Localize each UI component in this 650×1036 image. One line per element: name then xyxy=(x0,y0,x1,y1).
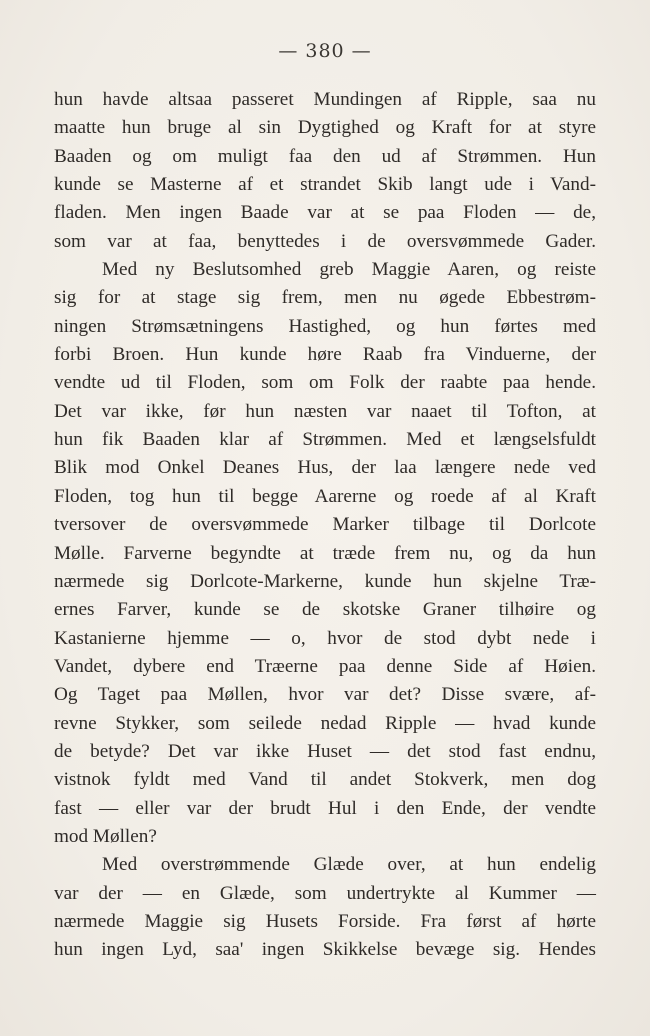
text-line: var der — en Glæde, som undertrykte al Kummer — xyxy=(54,882,596,904)
text-line: vendte ud til Floden, som om Folk der raabte paa hende. xyxy=(54,372,596,394)
text-line: revne Stykker, som seilede nedad Ripple — hvad kunde xyxy=(54,712,596,734)
text-line: sig for at stage sig frem, men nu øgede Ebbestrøm- xyxy=(54,287,596,309)
text-line: tversover de oversvømmede Marker tilbage til Dorlcote xyxy=(54,514,596,536)
text-line: ningen Strømsætningens Hastighed, og hun førtes med xyxy=(54,315,596,337)
text-line: kunde se Masterne af et strandet Skib langt ude i Vand- xyxy=(54,174,596,196)
text-line: Mølle. Farverne begyndte at træde frem nu, og da hun xyxy=(54,542,596,564)
text-line: Med overstrømmende Glæde over, at hun endelig xyxy=(102,854,596,876)
text-line: nærmede Maggie sig Husets Forside. Fra først af hørte xyxy=(54,910,596,932)
text-line: hun fik Baaden klar af Strømmen. Med et længselsfuldt xyxy=(54,429,596,451)
text-line: fladen. Men ingen Baade var at se paa Floden — de, xyxy=(54,202,596,224)
text-line: Det var ikke, før hun næsten var naaet til Tofton, at xyxy=(54,400,596,422)
text-line: ernes Farver, kunde se de skotske Graner tilhøire og xyxy=(54,599,596,621)
text-line: Og Taget paa Møllen, hvor var det? Disse svære, af- xyxy=(54,684,596,706)
text-line: Vandet, dybere end Træerne paa denne Side af Høien. xyxy=(54,655,596,677)
text-line: nærmede sig Dorlcote-Markerne, kunde hun skjelne Træ- xyxy=(54,570,596,592)
text-line: som var at faa, benyttedes i de oversvømmede Gader. xyxy=(54,230,596,252)
body-text xyxy=(54,86,596,965)
text-line: mod Møllen? xyxy=(54,825,157,847)
text-line: Baaden og om muligt faa den ud af Strømmen. Hun xyxy=(54,145,596,167)
text-line: Med ny Beslutsomhed greb Maggie Aaren, og reiste xyxy=(102,259,596,281)
text-line: forbi Broen. Hun kunde høre Raab fra Vinduerne, der xyxy=(54,344,596,366)
text-line: hun ingen Lyd, saa' ingen Skikkelse bevæge sig. Hendes xyxy=(54,939,596,961)
text-line: fast — eller var der brudt Hul i den Ende, der vendte xyxy=(54,797,596,819)
text-line: Floden, tog hun til begge Aarerne og roede af al Kraft xyxy=(54,485,596,507)
text-line: maatte hun bruge al sin Dygtighed og Kraft for at styre xyxy=(54,117,596,139)
text-line: de betyde? Det var ikke Huset — det stod fast endnu, xyxy=(54,740,596,762)
page-number: — 380 — xyxy=(278,40,372,62)
text-line: Blik mod Onkel Deanes Hus, der laa længere nede ved xyxy=(54,457,596,479)
text-line: hun havde altsaa passeret Mundingen af Ripple, saa nu xyxy=(54,89,596,110)
text-line: Kastanierne hjemme — o, hvor de stod dybt nede i xyxy=(54,627,596,649)
text-line: vistnok fyldt med Vand til andet Stokverk, men dog xyxy=(54,769,596,791)
